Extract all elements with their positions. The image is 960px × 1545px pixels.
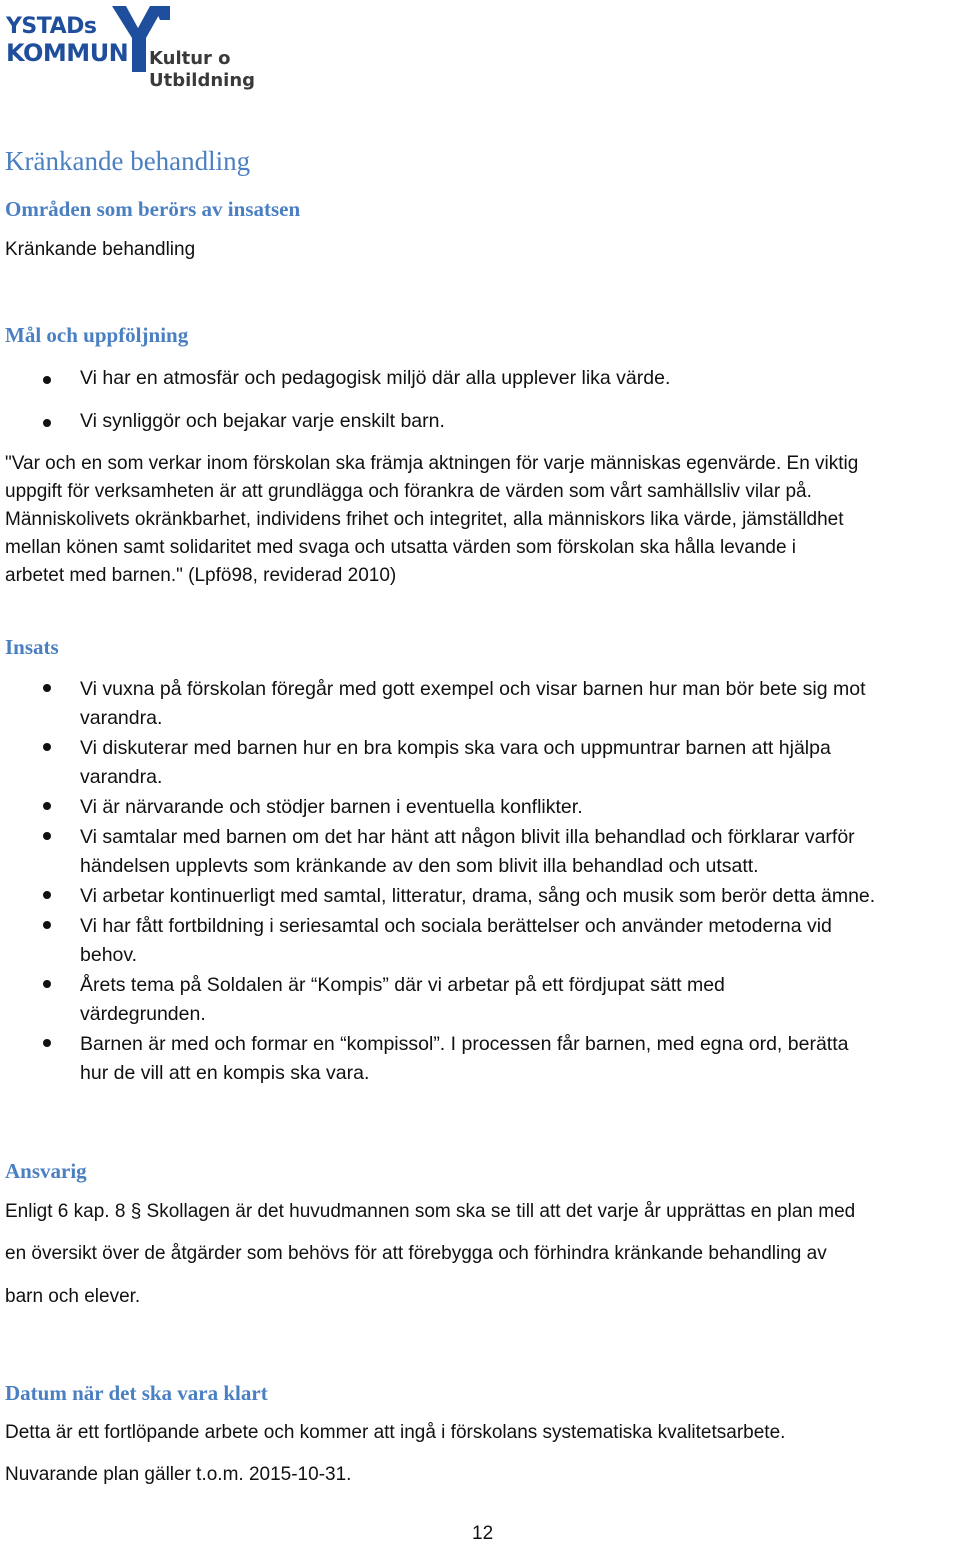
heading-goals: Mål och uppföljning bbox=[5, 323, 189, 347]
quote-line: mellan könen samt solidaritet med svaga och utsatta värden som förskolan ska hålla levande i bbox=[5, 537, 797, 558]
heading-actions: Insats bbox=[5, 635, 59, 659]
quote-line: "Var och en som verkar inom förskolan ska främja aktningen för varje människas egenvärde. En viktig bbox=[5, 453, 859, 474]
deadline-line-1: Detta är ett fortlöpande arbete och kommer att ingå i förskolans systematiska kvalitetsarbete. bbox=[5, 1422, 786, 1443]
page-number: 12 bbox=[472, 1523, 494, 1544]
page-title: Kränkande behandling bbox=[5, 146, 251, 176]
heading-deadline: Datum när det ska vara klart bbox=[5, 1381, 268, 1405]
bullet-icon bbox=[43, 743, 51, 751]
municipality-logo bbox=[4, 2, 334, 91]
list-item: Vi vuxna på förskolan föregår med gott exempel och visar barnen hur man bör bete sig mot varandra. bbox=[0, 675, 960, 733]
logo-text-ystads: YSTADs bbox=[6, 14, 97, 39]
list-item: Vi samtalar med barnen om det har hänt att någon blivit illa behandlad och förklarar varför händelsen upplevts som kränkande av den som blivit illa behandlad och utsatt. bbox=[0, 823, 960, 881]
bullet-icon bbox=[43, 921, 51, 929]
quote-line: arbetet med barnen." (Lpfö98, reviderad 2010) bbox=[5, 565, 397, 586]
quote-line: uppgift för verksamheten är att grundlägga och förankra de värden som vårt samhällsliv vilar på. bbox=[5, 481, 812, 502]
logo-tagline: Kultur o Utbildning bbox=[149, 48, 256, 91]
heading-responsible: Ansvarig bbox=[5, 1159, 87, 1183]
list-item: Vi synliggör och bejakar varje enskilt barn. bbox=[0, 410, 960, 432]
responsible-line: Enligt 6 kap. 8 § Skollagen är det huvudmannen som ska se till att det varje år upprättas en plan med bbox=[5, 1201, 856, 1222]
bullet-icon bbox=[43, 1039, 51, 1047]
quote-line: Människolivets okränkbarhet, individens frihet och integritet, alla människors lika värde, jämställdhet bbox=[5, 509, 844, 530]
list-item: Vi har fått fortbildning i seriesamtal och sociala berättelser och använder metoderna vid behov. bbox=[0, 912, 960, 970]
affected-areas-text: Kränkande behandling bbox=[5, 239, 196, 260]
bullet-icon bbox=[43, 376, 51, 384]
bullet-icon bbox=[43, 684, 51, 692]
responsible-line: barn och elever. bbox=[5, 1286, 141, 1307]
logo-text-kommun: KOMMUN bbox=[6, 39, 129, 67]
goals-list bbox=[0, 367, 960, 453]
bullet-icon bbox=[43, 891, 51, 899]
bullet-icon bbox=[43, 419, 51, 427]
list-item: Vi diskuterar med barnen hur en bra kompis ska vara och uppmuntrar barnen att hjälpa varandra. bbox=[0, 734, 960, 792]
list-item: Årets tema på Soldalen är “Kompis” där vi arbetar på ett fördjupat sätt med värdegrunden. bbox=[0, 971, 960, 1029]
deadline-line-2: Nuvarande plan gäller t.o.m. 2015-10-31. bbox=[5, 1464, 352, 1485]
list-item: Barnen är med och formar en “kompissol”. I processen får barnen, med egna ord, berätta hur de vill att en kompis ska vara. bbox=[0, 1030, 960, 1088]
actions-list bbox=[0, 675, 960, 1089]
bullet-icon bbox=[43, 832, 51, 840]
bullet-icon bbox=[43, 802, 51, 810]
list-item: Vi är närvarande och stödjer barnen i eventuella konflikter. bbox=[0, 793, 960, 822]
bullet-icon bbox=[43, 980, 51, 988]
heading-affected-areas: Områden som berörs av insatsen bbox=[5, 197, 301, 221]
responsible-line: en översikt över de åtgärder som behövs för att förebygga och förhindra kränkande behandling av bbox=[5, 1243, 827, 1264]
curriculum-quote bbox=[5, 450, 960, 590]
list-item: Vi har en atmosfär och pedagogisk miljö där alla upplever lika värde. bbox=[0, 367, 960, 389]
list-item: Vi arbetar kontinuerligt med samtal, litteratur, drama, sång och musik som berör detta ämne. bbox=[0, 882, 960, 911]
